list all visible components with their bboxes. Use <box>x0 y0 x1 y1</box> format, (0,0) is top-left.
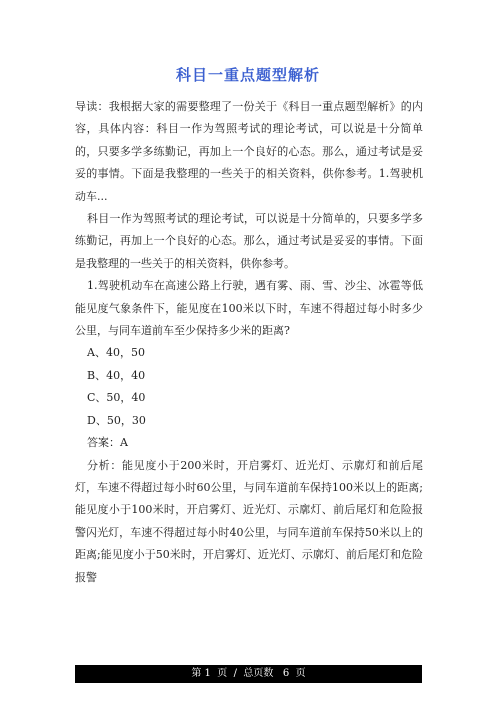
option-d: D、50，30 <box>87 413 146 427</box>
body-paragraph: 科目一作为驾照考试的理论考试，可以说是十分简单的，只要多学多练勤记，再加上一个良好的心态。那么，通过考试是妥妥的事情。下面是我整理的一些关于的相关资料，供你参考。 <box>75 212 423 270</box>
document-title: 科目一重点题型解析 <box>175 66 320 84</box>
analysis-paragraph: 分析：能见度小于200米时，开启雾灯、近光灯、示廓灯和前后尾灯，车速不得超过每小时60公里，与同车道前车保持100米以上的距离;能见度小于100米时，开启雾灯、近光灯、示廓灯、前后尾灯和危险报警闪光灯，车速不得超过每小时40公里，与同车道前车保持50米以上的距离;能见度小于50米时，开启雾灯、近光灯、示廓灯、前后尾灯和危险报警 <box>75 458 423 584</box>
option-a: A、40，50 <box>87 346 145 360</box>
question-text: 1.驾驶机动车在高速公路上行驶，遇有雾、雨、雪、沙尘、冰雹等低能见度气象条件下，能见度在100米以下时，车速不得超过每小时多少公里，与同车道前车至少保持多少米的距离? <box>75 279 423 338</box>
answer-text: 答案：A <box>87 436 128 450</box>
option-c: C、50，40 <box>87 391 146 405</box>
intro-paragraph: 导读：我根据大家的需要整理了一份关于《科目一重点题型解析》的内容，具体内容：科目一作为驾照考试的理论考试，可以说是十分简单的，只要多学多练勤记，再加上一个良好的心态。那么，通过考试是妥妥的事情。下面是我整理的一些关于的相关资料，供你参考。1.驾驶机动车... <box>75 100 423 203</box>
document-body <box>75 96 423 589</box>
option-b: B、40，40 <box>87 368 146 382</box>
page-footer: 第 1 页 / 总页数 6 页 <box>75 665 422 683</box>
